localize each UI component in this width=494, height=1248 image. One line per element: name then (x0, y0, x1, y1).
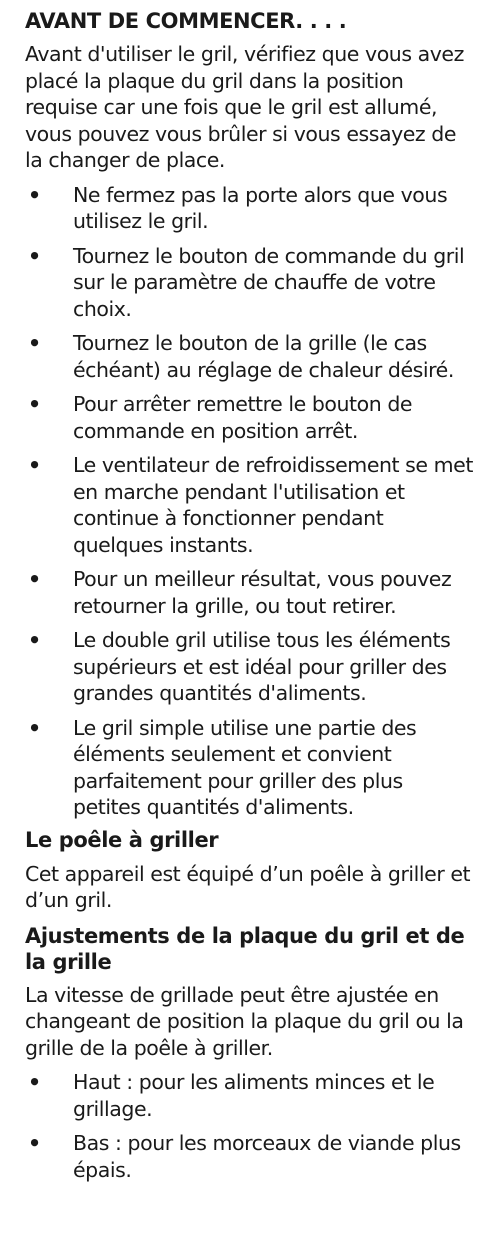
list-item (25, 391, 476, 444)
bullet-icon: • (28, 567, 41, 591)
position-list (25, 1069, 476, 1183)
bullet-icon: • (28, 182, 41, 207)
intro-paragraph: Avant d'utiliser le gril, vérifiez que vous avez placé la plaque du gril dans la position requise car une fois que le gril est allumé, vous pouvez vous brûler si vous essayez de la changer de place. (25, 42, 464, 172)
grill-pan-paragraph: Cet appareil est équipé d’un poêle à griller et d’un gril. (25, 861, 471, 912)
section-heading-grill-pan: Le poêle à griller (25, 827, 219, 852)
section-heading-adjustments: Ajustements de la plaque du gril et de la grille (25, 923, 465, 974)
list-item-text: Pour arrêter remettre le bouton de commande en position arrêt. (73, 392, 413, 443)
adjustments-paragraph: La vitesse de grillade peut être ajustée en changeant de position la plaque du gril ou la grille de la poêle à griller. (25, 982, 464, 1060)
list-item-text: Ne fermez pas la porte alors que vous utilisez le gril. (73, 182, 448, 233)
list-item-text: Haut : pour les aliments minces et le grillage. (73, 1070, 435, 1121)
precautions-list (25, 182, 476, 821)
list-item-text: Pour un meilleur résultat, vous pouvez retourner la grille, ou tout retirer. (73, 567, 452, 618)
list-item (25, 182, 476, 235)
list-item-text: Le gril simple utilise une partie des éléments seulement et convient parfaitement pour griller des plus petites quantités d'aliments. (73, 715, 417, 819)
bullet-icon: • (28, 715, 41, 740)
bullet-icon: • (28, 243, 41, 268)
list-item-text: Bas : pour les morceaux de viande plus épais. (73, 1131, 461, 1182)
list-item-text: Le ventilateur de refroidissement se met en marche pendant l'utilisation et continue à fonctionner pendant quelques instants. (73, 453, 473, 557)
list-item (25, 452, 476, 558)
list-item-text: Tournez le bouton de la grille (le cas échéant) au réglage de chaleur désiré. (73, 331, 454, 382)
list-item (25, 627, 476, 707)
list-item (25, 243, 476, 323)
list-item (25, 1130, 476, 1183)
list-item (25, 715, 476, 821)
list-item (25, 566, 476, 619)
list-item (25, 330, 476, 383)
bullet-icon: • (28, 628, 41, 652)
bullet-icon: • (28, 1131, 41, 1155)
bullet-icon: • (28, 331, 41, 355)
bullet-icon: • (28, 453, 41, 477)
list-item-text: Le double gril utilise tous les éléments supérieurs et est idéal pour griller des grandes quantités d'aliments. (73, 628, 451, 705)
bullet-icon: • (28, 392, 41, 416)
section-heading-before-starting: AVANT DE COMMENCER. . . . (25, 9, 347, 33)
list-item-text: Tournez le bouton de commande du gril sur le paramètre de chauffe de votre choix. (73, 243, 465, 321)
list-item (25, 1069, 476, 1122)
bullet-icon: • (28, 1070, 41, 1094)
